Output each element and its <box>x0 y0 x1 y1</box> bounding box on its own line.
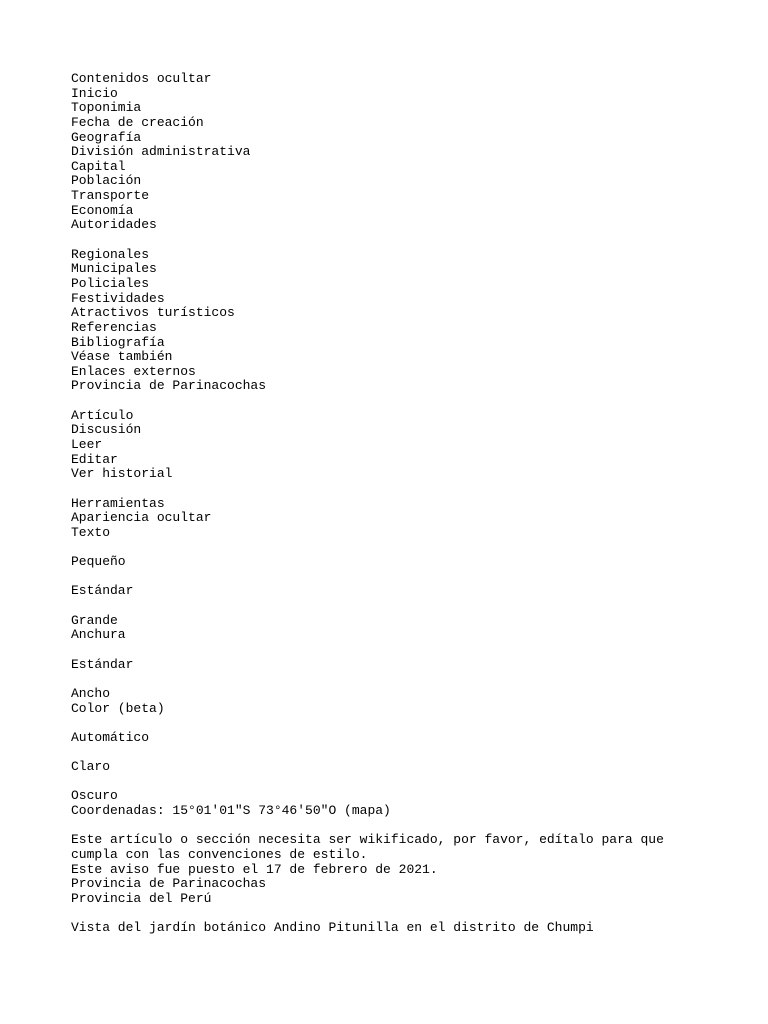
tab-editar[interactable]: Editar <box>71 451 118 467</box>
toc-item-capital[interactable]: Capital <box>71 158 126 174</box>
toc-item-municipales[interactable]: Municipales <box>71 261 157 277</box>
tab-leer[interactable]: Leer <box>71 437 103 453</box>
spacer <box>71 541 731 556</box>
toc-item-referencias[interactable]: Referencias <box>71 319 157 335</box>
toc-item-fecha-creacion[interactable]: Fecha de creación <box>71 114 204 130</box>
text-size-small-option[interactable]: Pequeño <box>71 554 126 570</box>
color-light-option[interactable]: Claro <box>71 759 111 775</box>
toc-item-bibliografia[interactable]: Bibliografía <box>71 334 165 350</box>
tab-discusion[interactable]: Discusión <box>71 422 142 438</box>
notice-date: Este aviso fue puesto el 17 de febrero de 2021. <box>71 861 438 877</box>
infobox-subtitle[interactable]: Provincia del Perú <box>71 890 212 906</box>
page-content <box>71 72 731 936</box>
spacer <box>71 482 731 497</box>
toc-item-toponimia[interactable]: Toponimia <box>71 100 142 116</box>
toc-item-atractivos[interactable]: Atractivos turísticos <box>71 305 235 321</box>
tools-menu[interactable]: Herramientas <box>71 495 165 511</box>
coordinates[interactable]: Coordenadas: 15°01′01″S 73°46′50″O (mapa) <box>71 803 391 819</box>
toc-item-enlaces-externos[interactable]: Enlaces externos <box>71 363 196 379</box>
spacer <box>71 570 731 585</box>
wikify-notice: Este artículo o sección necesita ser wikificado, por favor, edítalo para que cumpla con las convenciones de estilo. <box>71 832 664 862</box>
toc-item-poblacion[interactable]: Población <box>71 173 142 189</box>
toc-item-regionales[interactable]: Regionales <box>71 246 150 262</box>
color-auto-option[interactable]: Automático <box>71 729 150 745</box>
toc-item-division-administrativa[interactable]: División administrativa <box>71 144 251 160</box>
color-label: Color (beta) <box>71 700 165 716</box>
toc-item-geografia[interactable]: Geografía <box>71 129 142 145</box>
spacer <box>71 394 731 409</box>
appearance-header[interactable]: Apariencia ocultar <box>71 510 212 526</box>
toc-item-vease-tambien[interactable]: Véase también <box>71 349 173 365</box>
spacer <box>71 775 731 790</box>
spacer <box>71 716 731 731</box>
width-wide-option[interactable]: Ancho <box>71 685 111 701</box>
toc-item-festividades[interactable]: Festividades <box>71 290 165 306</box>
width-standard-option[interactable]: Estándar <box>71 656 134 672</box>
page-title: Provincia de Parinacochas <box>71 378 267 394</box>
tab-articulo[interactable]: Artículo <box>71 407 134 423</box>
spacer <box>71 672 731 687</box>
text-size-large-option[interactable]: Grande <box>71 612 118 628</box>
spacer <box>71 233 731 248</box>
text-size-label: Texto <box>71 524 111 540</box>
spacer <box>71 599 731 614</box>
tab-ver-historial[interactable]: Ver historial <box>71 466 173 482</box>
toc-item-autoridades[interactable]: Autoridades <box>71 217 157 233</box>
infobox-title: Provincia de Parinacochas <box>71 876 267 892</box>
toc-item-economia[interactable]: Economía <box>71 202 134 218</box>
spacer <box>71 819 731 834</box>
spacer <box>71 745 731 760</box>
image-caption: Vista del jardín botánico Andino Pitunilla en el distrito de Chumpi <box>71 920 594 936</box>
spacer <box>71 907 731 922</box>
toc-item-inicio[interactable]: Inicio <box>71 85 118 101</box>
toc-header[interactable]: Contenidos ocultar <box>71 71 212 86</box>
toc-item-policiales[interactable]: Policiales <box>71 275 150 291</box>
width-label: Anchura <box>71 627 126 643</box>
text-size-standard-option[interactable]: Estándar <box>71 583 134 599</box>
toc-item-transporte[interactable]: Transporte <box>71 188 150 204</box>
spacer <box>71 643 731 658</box>
color-dark-option[interactable]: Oscuro <box>71 788 118 804</box>
